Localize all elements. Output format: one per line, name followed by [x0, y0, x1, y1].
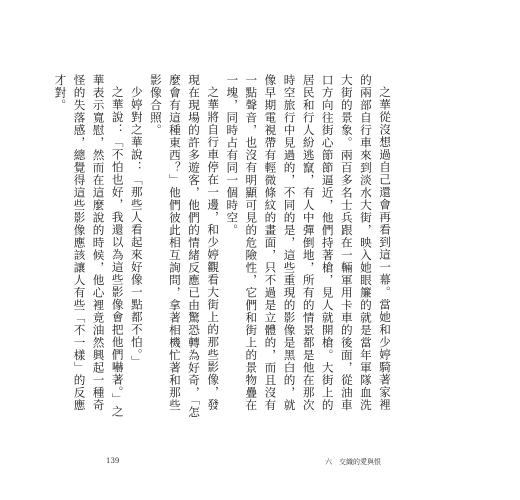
- page-number: 139: [106, 457, 120, 465]
- running-footer-chapter-title: 六 交織的愛與恨: [325, 458, 381, 466]
- paragraph: 之華說：「不怕也好，我還以為這些影像會把他們嚇著。」之華表示寬慰，然而在這麼說的時候，他心裡竟油然興起一種奇怪的失落感，總覺得這些影像應該讓人有些「不一樣」的反應才對。: [53, 74, 125, 418]
- paragraph: 少婷對之華說：「那些人看起來好像一點都不怕。」: [129, 85, 144, 368]
- paragraph: 之華將自行車停在一邊，和少婷觀看大街上的那些影像，發現在現場的許多遊客，他們的情緒反應已由驚恐轉為好奇，「怎麼會有這種東西？」他們彼此相互詢問，拿著相機忙著和那些影像合照。: [148, 74, 221, 419]
- paragraph: 之華從沒想過自己還會再看到這一幕。當她和少婷騎著家裡的兩部自行車來到淡水大街，映入她眼簾的就是當年軍隊血洗大街的景象。兩百多名士兵跟在一輛軍用卡車的後面，從油車口方向往街心節節逼近，他們持著槍，見人就開槍。大街上的居民和行人紛逃竄，有人中彈倒地，所有的情景都是他在那次時空旅行中見過的，不同的是，這些重現的影像是黑白的，就像早期電視帶有輕微條紋的畫面，只不過是立體的，而且沒有一點聲音，也沒有明顯可見的危險性，它們和街上的景物疊在一塊，同時占有同一個時空。: [225, 74, 392, 412]
- body-text: [50, 74, 394, 419]
